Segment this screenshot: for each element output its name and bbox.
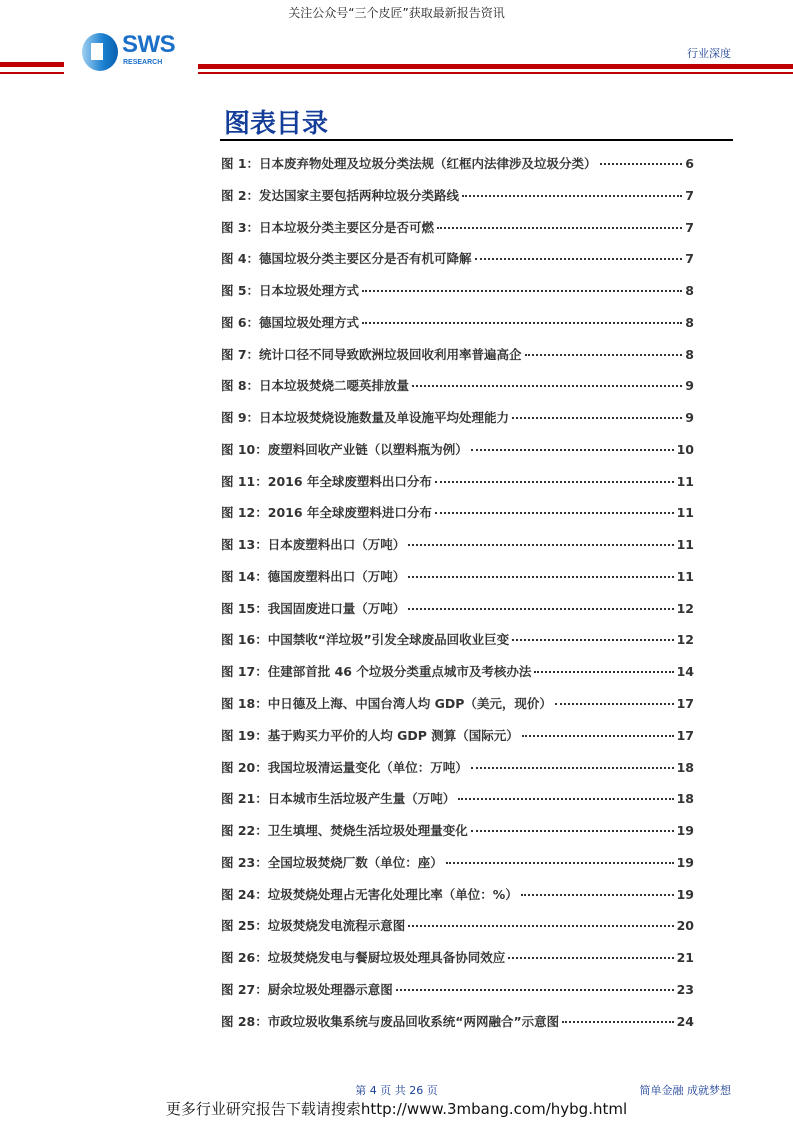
dot-leader	[471, 767, 674, 769]
dot-leader	[508, 957, 673, 959]
dot-leader	[562, 1021, 673, 1023]
toc-entry[interactable]	[221, 440, 694, 472]
download-note: 更多行业研究报告下载请搜索http://www.3mbang.com/hybg.html	[165, 1100, 628, 1118]
dot-leader	[446, 862, 674, 864]
page-title: 图表目录	[224, 109, 329, 139]
toc-entry-page: 14	[676, 664, 694, 680]
header-bar-right-thick	[198, 64, 793, 69]
toc-entry[interactable]	[221, 630, 694, 662]
toc-entry-page: 12	[676, 632, 694, 648]
header-bar-right-thin	[198, 72, 793, 74]
dot-leader	[435, 481, 674, 483]
section-label: 行业深度	[687, 47, 731, 60]
dot-leader	[534, 671, 673, 673]
toc-entry-page: 7	[685, 251, 694, 267]
dot-leader	[512, 417, 682, 419]
toc-entry[interactable]	[221, 503, 694, 535]
toc-entry-page: 24	[676, 1013, 694, 1029]
toc-entry[interactable]	[221, 948, 694, 980]
dot-leader	[555, 703, 674, 705]
toc-entry[interactable]	[221, 1012, 694, 1044]
toc-entry-label: 图 3：日本垃圾分类主要区分是否可燃	[221, 219, 435, 235]
toc-entry[interactable]	[221, 345, 694, 377]
dot-leader	[412, 385, 682, 387]
toc-entry-label: 图 17：住建部首批 46 个垃圾分类重点城市及考核办法	[221, 664, 532, 680]
dot-leader	[521, 894, 674, 896]
toc-entry-page: 10	[676, 441, 694, 457]
toc-entry-label: 图 15：我国固废进口量（万吨）	[221, 600, 406, 616]
title-rule	[220, 139, 733, 141]
toc-entry-page: 8	[685, 283, 694, 299]
dot-leader	[600, 163, 683, 165]
toc-entry[interactable]	[221, 313, 694, 345]
dot-leader	[471, 449, 674, 451]
header-bar-left-thin	[0, 72, 64, 74]
toc-entry-page: 17	[676, 696, 694, 712]
toc-entry[interactable]	[221, 154, 694, 186]
toc-entry-label: 图 23：全国垃圾焚烧厂数（单位：座）	[221, 854, 443, 870]
toc-entry-label: 图 2：发达国家主要包括两种垃圾分类路线	[221, 187, 460, 203]
toc-entry-label: 图 7：统计口径不同导致欧洲垃圾回收利用率普遍高企	[221, 346, 522, 362]
dot-leader	[475, 258, 683, 260]
toc-entry[interactable]	[221, 567, 694, 599]
toc-entry-label: 图 10：废塑料回收产业链（以塑料瓶为例）	[221, 441, 468, 457]
dot-leader	[408, 576, 673, 578]
header-bar-left-thick	[0, 62, 64, 67]
toc-entry-label: 图 20：我国垃圾清运量变化（单位：万吨）	[221, 759, 468, 775]
dot-leader	[362, 322, 682, 324]
toc-entry[interactable]	[221, 535, 694, 567]
toc-entry-page: 19	[676, 823, 694, 839]
toc-entry-label: 图 4：德国垃圾分类主要区分是否有机可降解	[221, 251, 472, 267]
toc-entry[interactable]	[221, 885, 694, 917]
toc-entry-label: 图 12：2016 年全球废塑料进口分布	[221, 505, 432, 521]
toc-entry-label: 图 13：日本废塑料出口（万吨）	[221, 537, 406, 553]
toc-entry[interactable]	[221, 218, 694, 250]
toc-entry[interactable]	[221, 916, 694, 948]
table-of-figures	[221, 154, 694, 1043]
toc-entry-label: 图 18：中日德及上海、中国台湾人均 GDP（美元，现价）	[221, 696, 552, 712]
toc-entry-page: 23	[676, 981, 694, 997]
dot-leader	[525, 354, 683, 356]
toc-entry-label: 图 19：基于购买力平价的人均 GDP 测算（国际元）	[221, 727, 519, 743]
toc-entry-page: 19	[676, 854, 694, 870]
toc-entry-label: 图 24：垃圾焚烧处理占无害化处理比率（单位：%）	[221, 886, 518, 902]
toc-entry-page: 9	[685, 410, 694, 426]
toc-entry-page: 20	[676, 918, 694, 934]
dot-leader	[362, 290, 682, 292]
toc-entry-page: 19	[676, 886, 694, 902]
toc-entry-page: 8	[685, 314, 694, 330]
toc-entry[interactable]	[221, 249, 694, 281]
toc-entry[interactable]	[221, 599, 694, 631]
toc-entry-label: 图 16：中国禁收“洋垃圾”引发全球废品回收业巨变	[221, 632, 510, 648]
toc-entry-page: 7	[685, 187, 694, 203]
toc-entry[interactable]	[221, 726, 694, 758]
toc-entry-page: 9	[685, 378, 694, 394]
toc-entry-label: 图 11：2016 年全球废塑料出口分布	[221, 473, 432, 489]
toc-entry-label: 图 27：厨余垃圾处理器示意图	[221, 981, 393, 997]
toc-entry-label: 图 9：日本垃圾焚烧设施数量及单设施平均处理能力	[221, 410, 510, 426]
logo-subtext: RESEARCH	[123, 59, 163, 66]
toc-entry[interactable]	[221, 472, 694, 504]
toc-entry-page: 18	[676, 759, 694, 775]
toc-entry-label: 图 5：日本垃圾处理方式	[221, 283, 360, 299]
page-number: 第 4 页 共 26 页	[355, 1084, 438, 1097]
dot-leader	[435, 512, 674, 514]
dot-leader	[408, 544, 673, 546]
toc-entry[interactable]	[221, 408, 694, 440]
toc-entry-page: 11	[676, 473, 694, 489]
dot-leader	[408, 925, 673, 927]
toc-entry-page: 18	[676, 791, 694, 807]
toc-entry[interactable]	[221, 821, 694, 853]
toc-entry-label: 图 6：德国垃圾处理方式	[221, 314, 360, 330]
toc-entry-label: 图 21：日本城市生活垃圾产生量（万吨）	[221, 791, 456, 807]
toc-entry-label: 图 26：垃圾焚烧发电与餐厨垃圾处理具备协同效应	[221, 950, 506, 966]
dot-leader	[512, 639, 673, 641]
toc-entry[interactable]	[221, 853, 694, 885]
toc-entry[interactable]	[221, 980, 694, 1012]
dot-leader	[408, 608, 673, 610]
toc-entry-label: 图 22：卫生填埋、焚烧生活垃圾处理量变化	[221, 823, 468, 839]
top-note: 关注公众号“三个皮匠”获取最新报告资讯	[288, 6, 505, 20]
toc-entry[interactable]	[221, 281, 694, 313]
toc-entry[interactable]	[221, 758, 694, 790]
toc-entry-label: 图 1：日本废弃物处理及垃圾分类法规（红框内法律涉及垃圾分类）	[221, 156, 597, 171]
toc-entry-page: 17	[676, 727, 694, 743]
toc-entry-page: 6	[685, 156, 694, 171]
dot-leader	[471, 830, 674, 832]
toc-entry-page: 11	[676, 568, 694, 584]
toc-entry[interactable]	[221, 694, 694, 726]
toc-entry-label: 图 14：德国废塑料出口（万吨）	[221, 568, 406, 584]
dot-leader	[462, 195, 682, 197]
toc-entry-label: 图 28：市政垃圾收集系统与废品回收系统“两网融合”示意图	[221, 1013, 560, 1029]
sws-logo	[82, 33, 192, 73]
dot-leader	[437, 227, 682, 229]
logo-mark-icon	[82, 33, 118, 71]
toc-entry-page: 8	[685, 346, 694, 362]
toc-entry-label: 图 8：日本垃圾焚烧二噁英排放量	[221, 378, 410, 394]
toc-entry-page: 7	[685, 219, 694, 235]
toc-entry[interactable]	[221, 662, 694, 694]
toc-entry[interactable]	[221, 186, 694, 218]
toc-entry-page: 11	[676, 505, 694, 521]
toc-entry[interactable]	[221, 376, 694, 408]
toc-entry-page: 12	[676, 600, 694, 616]
toc-entry-page: 21	[676, 950, 694, 966]
toc-entry-label: 图 25：垃圾焚烧发电流程示意图	[221, 918, 406, 934]
footer-slogan: 简单金融 成就梦想	[639, 1084, 731, 1097]
dot-leader	[458, 798, 673, 800]
toc-entry-page: 11	[676, 537, 694, 553]
dot-leader	[522, 735, 674, 737]
toc-entry[interactable]	[221, 789, 694, 821]
dot-leader	[396, 989, 674, 991]
logo-text: SWS	[122, 31, 176, 58]
